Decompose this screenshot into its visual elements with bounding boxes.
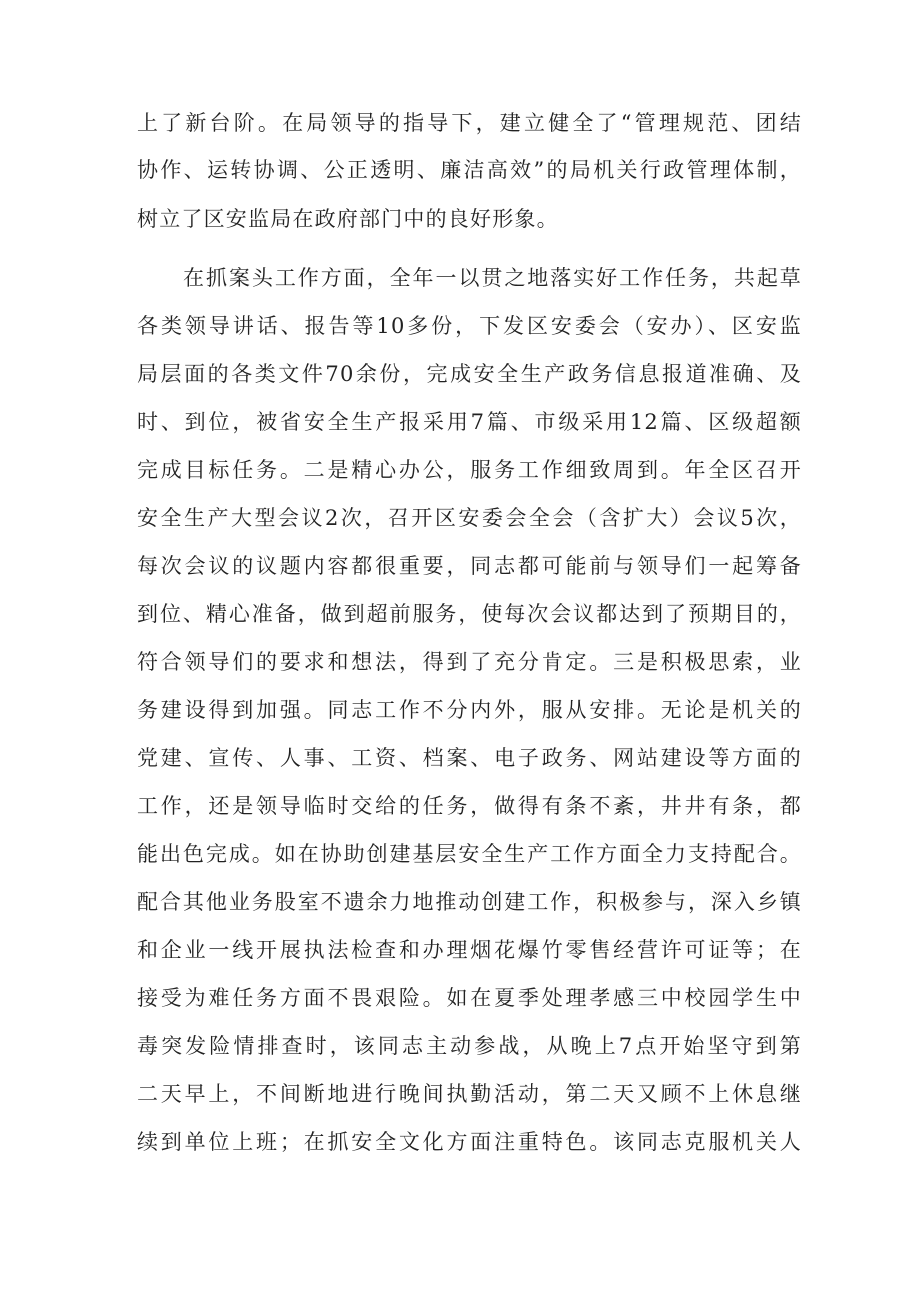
text-line: 协作、运转协调、公正透明、廉洁高效”的局机关行政管理体制， <box>137 158 802 182</box>
text-line: 到位、精心准备，做到超前服务，使每次会议都达到了预期目的， <box>137 602 802 626</box>
text-line: 上了新台阶。在局领导的指导下，建立健全了“管理规范、团结 <box>137 111 802 135</box>
text-line: 工作，还是领导临时交给的任务，做得有条不紊，井井有条，都 <box>137 794 802 818</box>
paragraph-first-line: 在抓案头工作方面，全年一以贯之地落实好工作任务，共起草 <box>183 266 802 290</box>
text-line: 安全生产大型会议2次，召开区安委会全会（含扩大）会议5次， <box>137 506 802 530</box>
text-line: 务建设得到加强。同志工作不分内外，服从安排。无论是机关的 <box>137 698 802 722</box>
text-line: 接受为难任务方面不畏艰险。如在夏季处理孝感三中校园学生中 <box>137 986 802 1010</box>
text-line: 树立了区安监局在政府部门中的良好形象。 <box>137 207 559 231</box>
text-line: 局层面的各类文件70余份，完成安全生产政务信息报道准确、及 <box>137 362 802 386</box>
text-line: 完成目标任务。二是精心办公，服务工作细致周到。年全区召开 <box>137 458 802 482</box>
text-line: 配合其他业务股室不遗余力地推动创建工作，积极参与，深入乡镇 <box>137 890 802 914</box>
text-line: 和企业一线开展执法检查和办理烟花爆竹零售经营许可证等；在 <box>137 938 802 962</box>
text-line: 能出色完成。如在协助创建基层安全生产工作方面全力支持配合。 <box>137 842 802 866</box>
text-line: 各类领导讲话、报告等10多份，下发区安委会（安办）、区安监 <box>137 314 802 338</box>
text-line: 每次会议的议题内容都很重要，同志都可能前与领导们一起筹备 <box>137 554 802 578</box>
text-line: 二天早上，不间断地进行晚间执勤活动，第二天又顾不上休息继 <box>137 1082 802 1106</box>
text-line: 时、到位，被省安全生产报采用7篇、市级采用12篇、区级超额 <box>137 410 802 434</box>
text-line: 毒突发险情排查时，该同志主动参战，从晚上7点开始坚守到第 <box>137 1034 802 1058</box>
text-line: 符合领导们的要求和想法，得到了充分肯定。三是积极思索，业 <box>137 650 802 674</box>
text-line: 续到单位上班；在抓安全文化方面注重特色。该同志克服机关人 <box>137 1130 802 1154</box>
text-line: 党建、宣传、人事、工资、档案、电子政务、网站建设等方面的 <box>137 746 802 770</box>
